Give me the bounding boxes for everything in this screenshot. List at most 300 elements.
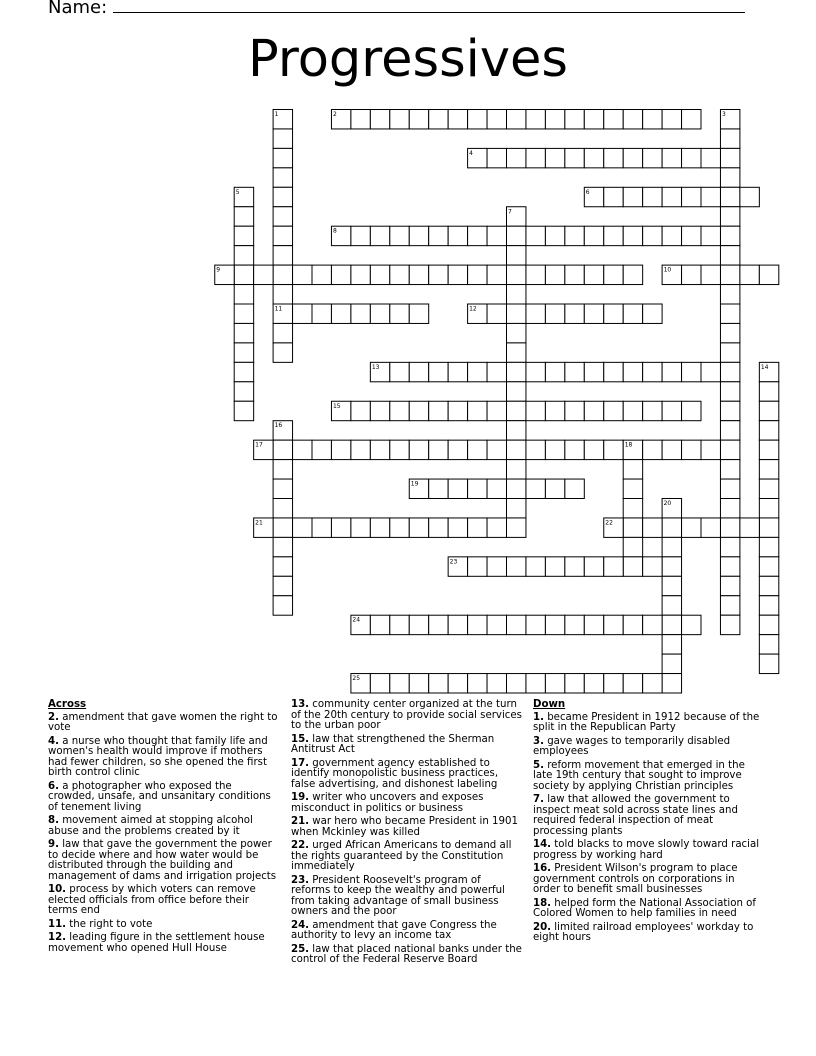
grid-cell[interactable] [604, 362, 623, 381]
grid-cell[interactable] [720, 148, 739, 167]
grid-cell[interactable] [643, 518, 662, 537]
grid-cell[interactable] [623, 110, 642, 129]
grid-cell[interactable] [720, 576, 739, 595]
grid-cell[interactable] [234, 265, 253, 284]
grid-cell[interactable] [507, 460, 526, 479]
grid-cell[interactable] [759, 421, 778, 440]
grid-cell[interactable] [390, 440, 409, 459]
grid-cell[interactable] [390, 362, 409, 381]
grid-cell[interactable] [468, 615, 487, 634]
grid-cell[interactable] [273, 557, 292, 576]
grid-cell[interactable] [565, 401, 584, 420]
grid-cell[interactable] [565, 557, 584, 576]
grid-cell[interactable] [526, 148, 545, 167]
grid-cell[interactable] [429, 518, 448, 537]
grid-cell[interactable] [720, 596, 739, 615]
grid-cell[interactable] [234, 226, 253, 245]
grid-cell[interactable] [507, 499, 526, 518]
grid-cell[interactable] [390, 518, 409, 537]
grid-cell[interactable] [720, 265, 739, 284]
grid-cell[interactable] [545, 148, 564, 167]
grid-cell[interactable] [662, 576, 681, 595]
grid-cell[interactable] [545, 110, 564, 129]
grid-cell[interactable] [623, 674, 642, 693]
grid-cell[interactable] [507, 479, 526, 498]
grid-cell[interactable] [565, 440, 584, 459]
grid-cell[interactable] [273, 499, 292, 518]
grid-cell[interactable] [312, 265, 331, 284]
grid-cell[interactable] [234, 246, 253, 265]
grid-cell[interactable] [273, 596, 292, 615]
grid-cell[interactable] [643, 148, 662, 167]
grid-cell[interactable] [662, 537, 681, 556]
grid-cell[interactable] [623, 304, 642, 323]
grid-cell[interactable] [759, 537, 778, 556]
grid-cell[interactable] [526, 615, 545, 634]
grid-cell[interactable] [759, 615, 778, 634]
grid-cell[interactable] [759, 654, 778, 673]
grid-cell[interactable] [234, 285, 253, 304]
grid-cell[interactable] [507, 557, 526, 576]
grid-cell[interactable] [682, 148, 701, 167]
grid-cell[interactable] [526, 265, 545, 284]
grid-cell[interactable] [682, 440, 701, 459]
grid-cell[interactable] [643, 401, 662, 420]
grid-cell[interactable] [487, 401, 506, 420]
grid-cell[interactable] [429, 226, 448, 245]
grid-cell[interactable] [682, 265, 701, 284]
grid-cell[interactable] [351, 401, 370, 420]
grid-cell[interactable] [468, 265, 487, 284]
grid-cell[interactable] [584, 110, 603, 129]
grid-cell[interactable] [468, 362, 487, 381]
grid-cell[interactable] [701, 265, 720, 284]
grid-cell[interactable] [604, 226, 623, 245]
grid-cell[interactable] [526, 362, 545, 381]
grid-cell[interactable] [662, 518, 681, 537]
grid-cell[interactable] [545, 265, 564, 284]
grid-cell[interactable] [526, 440, 545, 459]
grid-cell[interactable] [370, 518, 389, 537]
grid-cell[interactable] [720, 323, 739, 342]
grid-cell[interactable] [545, 615, 564, 634]
grid-cell[interactable] [429, 615, 448, 634]
grid-cell[interactable] [331, 265, 350, 284]
grid-cell[interactable] [584, 304, 603, 323]
grid-cell[interactable] [545, 479, 564, 498]
grid-cell[interactable] [293, 518, 312, 537]
grid-cell[interactable] [234, 323, 253, 342]
grid-cell[interactable] [526, 304, 545, 323]
grid-cell[interactable] [390, 615, 409, 634]
grid-cell[interactable] [487, 479, 506, 498]
grid-cell[interactable] [584, 362, 603, 381]
grid-cell[interactable] [507, 246, 526, 265]
grid-cell[interactable] [409, 226, 428, 245]
grid-cell[interactable] [507, 226, 526, 245]
grid-cell[interactable] [584, 615, 603, 634]
grid-cell[interactable] [643, 440, 662, 459]
grid-cell[interactable] [312, 518, 331, 537]
grid-cell[interactable] [682, 187, 701, 206]
grid-cell[interactable] [682, 362, 701, 381]
grid-cell[interactable] [409, 401, 428, 420]
grid-cell[interactable] [409, 674, 428, 693]
grid-cell[interactable] [623, 615, 642, 634]
grid-cell[interactable] [662, 674, 681, 693]
grid-cell[interactable] [487, 362, 506, 381]
grid-cell[interactable] [604, 557, 623, 576]
grid-cell[interactable] [273, 148, 292, 167]
grid-cell[interactable] [526, 226, 545, 245]
grid-cell[interactable] [623, 557, 642, 576]
grid-cell[interactable] [565, 362, 584, 381]
grid-cell[interactable] [429, 110, 448, 129]
grid-cell[interactable] [682, 615, 701, 634]
grid-cell[interactable] [331, 304, 350, 323]
grid-cell[interactable] [662, 596, 681, 615]
grid-cell[interactable] [604, 148, 623, 167]
grid-cell[interactable] [273, 246, 292, 265]
grid-cell[interactable] [507, 518, 526, 537]
grid-cell[interactable] [604, 674, 623, 693]
grid-cell[interactable] [390, 674, 409, 693]
grid-cell[interactable] [720, 382, 739, 401]
grid-cell[interactable] [409, 110, 428, 129]
grid-cell[interactable] [720, 343, 739, 362]
grid-cell[interactable] [468, 401, 487, 420]
grid-cell[interactable] [662, 440, 681, 459]
grid-cell[interactable] [526, 674, 545, 693]
grid-cell[interactable] [390, 226, 409, 245]
grid-cell[interactable] [584, 401, 603, 420]
grid-cell[interactable] [643, 187, 662, 206]
grid-cell[interactable] [759, 479, 778, 498]
grid-cell[interactable] [448, 265, 467, 284]
grid-cell[interactable] [643, 110, 662, 129]
grid-cell[interactable] [701, 362, 720, 381]
grid-cell[interactable] [507, 110, 526, 129]
grid-cell[interactable] [468, 674, 487, 693]
grid-cell[interactable] [429, 674, 448, 693]
grid-cell[interactable] [565, 148, 584, 167]
grid-cell[interactable] [507, 615, 526, 634]
grid-cell[interactable] [273, 207, 292, 226]
grid-cell[interactable] [273, 518, 292, 537]
grid-cell[interactable] [720, 207, 739, 226]
grid-cell[interactable] [643, 362, 662, 381]
grid-cell[interactable] [565, 265, 584, 284]
grid-cell[interactable] [273, 226, 292, 245]
grid-cell[interactable] [604, 615, 623, 634]
grid-cell[interactable] [293, 265, 312, 284]
grid-cell[interactable] [720, 246, 739, 265]
grid-cell[interactable] [351, 265, 370, 284]
grid-cell[interactable] [720, 187, 739, 206]
grid-cell[interactable] [701, 226, 720, 245]
grid-cell[interactable] [351, 518, 370, 537]
grid-cell[interactable] [623, 537, 642, 556]
grid-cell[interactable] [643, 226, 662, 245]
grid-cell[interactable] [409, 265, 428, 284]
grid-cell[interactable] [701, 518, 720, 537]
grid-cell[interactable] [565, 615, 584, 634]
grid-cell[interactable] [545, 362, 564, 381]
grid-cell[interactable] [623, 401, 642, 420]
grid-cell[interactable] [623, 265, 642, 284]
grid-cell[interactable] [487, 110, 506, 129]
grid-cell[interactable] [584, 674, 603, 693]
grid-cell[interactable] [759, 265, 778, 284]
grid-cell[interactable] [643, 674, 662, 693]
grid-cell[interactable] [507, 265, 526, 284]
grid-cell[interactable] [273, 479, 292, 498]
grid-cell[interactable] [720, 499, 739, 518]
grid-cell[interactable] [351, 110, 370, 129]
grid-cell[interactable] [545, 226, 564, 245]
grid-cell[interactable] [662, 110, 681, 129]
grid-cell[interactable] [682, 226, 701, 245]
grid-cell[interactable] [701, 440, 720, 459]
grid-cell[interactable] [234, 304, 253, 323]
grid-cell[interactable] [740, 518, 759, 537]
grid-cell[interactable] [390, 265, 409, 284]
grid-cell[interactable] [662, 654, 681, 673]
grid-cell[interactable] [759, 635, 778, 654]
grid-cell[interactable] [273, 460, 292, 479]
grid-cell[interactable] [507, 421, 526, 440]
grid-cell[interactable] [759, 460, 778, 479]
grid-cell[interactable] [759, 557, 778, 576]
grid-cell[interactable] [468, 479, 487, 498]
grid-cell[interactable] [565, 674, 584, 693]
grid-cell[interactable] [507, 304, 526, 323]
grid-cell[interactable] [623, 518, 642, 537]
grid-cell[interactable] [565, 110, 584, 129]
grid-cell[interactable] [351, 440, 370, 459]
grid-cell[interactable] [662, 557, 681, 576]
grid-cell[interactable] [448, 615, 467, 634]
grid-cell[interactable] [370, 226, 389, 245]
grid-cell[interactable] [370, 265, 389, 284]
grid-cell[interactable] [701, 148, 720, 167]
grid-cell[interactable] [487, 148, 506, 167]
grid-cell[interactable] [409, 518, 428, 537]
grid-cell[interactable] [429, 440, 448, 459]
grid-cell[interactable] [468, 440, 487, 459]
grid-cell[interactable] [390, 401, 409, 420]
grid-cell[interactable] [720, 537, 739, 556]
grid-cell[interactable] [604, 401, 623, 420]
grid-cell[interactable] [507, 401, 526, 420]
grid-cell[interactable] [565, 304, 584, 323]
grid-cell[interactable] [487, 304, 506, 323]
grid-cell[interactable] [643, 304, 662, 323]
grid-cell[interactable] [293, 304, 312, 323]
grid-cell[interactable] [409, 304, 428, 323]
grid-cell[interactable] [448, 479, 467, 498]
grid-cell[interactable] [351, 226, 370, 245]
grid-cell[interactable] [370, 440, 389, 459]
grid-cell[interactable] [545, 674, 564, 693]
grid-cell[interactable] [487, 226, 506, 245]
grid-cell[interactable] [468, 226, 487, 245]
grid-cell[interactable] [623, 187, 642, 206]
grid-cell[interactable] [507, 285, 526, 304]
grid-cell[interactable] [759, 596, 778, 615]
grid-cell[interactable] [507, 440, 526, 459]
grid-cell[interactable] [740, 187, 759, 206]
grid-cell[interactable] [370, 615, 389, 634]
grid-cell[interactable] [370, 110, 389, 129]
grid-cell[interactable] [293, 440, 312, 459]
grid-cell[interactable] [662, 401, 681, 420]
grid-cell[interactable] [584, 265, 603, 284]
grid-cell[interactable] [273, 265, 292, 284]
grid-cell[interactable] [720, 168, 739, 187]
grid-cell[interactable] [759, 401, 778, 420]
grid-cell[interactable] [487, 518, 506, 537]
grid-cell[interactable] [273, 129, 292, 148]
grid-cell[interactable] [720, 362, 739, 381]
grid-cell[interactable] [526, 401, 545, 420]
grid-cell[interactable] [273, 343, 292, 362]
grid-cell[interactable] [720, 401, 739, 420]
grid-cell[interactable] [545, 440, 564, 459]
grid-cell[interactable] [584, 440, 603, 459]
grid-cell[interactable] [468, 110, 487, 129]
grid-cell[interactable] [545, 304, 564, 323]
grid-cell[interactable] [720, 460, 739, 479]
grid-cell[interactable] [409, 440, 428, 459]
grid-cell[interactable] [759, 499, 778, 518]
grid-cell[interactable] [662, 635, 681, 654]
grid-cell[interactable] [331, 440, 350, 459]
grid-cell[interactable] [448, 226, 467, 245]
grid-cell[interactable] [526, 110, 545, 129]
grid-cell[interactable] [720, 479, 739, 498]
grid-cell[interactable] [759, 576, 778, 595]
grid-cell[interactable] [662, 226, 681, 245]
grid-cell[interactable] [487, 615, 506, 634]
grid-cell[interactable] [720, 557, 739, 576]
grid-cell[interactable] [682, 401, 701, 420]
grid-cell[interactable] [234, 343, 253, 362]
grid-cell[interactable] [682, 518, 701, 537]
grid-cell[interactable] [604, 304, 623, 323]
grid-cell[interactable] [390, 110, 409, 129]
grid-cell[interactable] [545, 557, 564, 576]
grid-cell[interactable] [448, 518, 467, 537]
grid-cell[interactable] [507, 382, 526, 401]
grid-cell[interactable] [409, 362, 428, 381]
grid-cell[interactable] [273, 168, 292, 187]
grid-cell[interactable] [623, 479, 642, 498]
grid-cell[interactable] [429, 401, 448, 420]
grid-cell[interactable] [234, 382, 253, 401]
grid-cell[interactable] [370, 674, 389, 693]
grid-cell[interactable] [468, 557, 487, 576]
grid-cell[interactable] [429, 362, 448, 381]
grid-cell[interactable] [429, 479, 448, 498]
grid-cell[interactable] [759, 518, 778, 537]
grid-cell[interactable] [312, 304, 331, 323]
grid-cell[interactable] [409, 615, 428, 634]
grid-cell[interactable] [507, 148, 526, 167]
grid-cell[interactable] [273, 576, 292, 595]
grid-cell[interactable] [545, 401, 564, 420]
grid-cell[interactable] [526, 479, 545, 498]
grid-cell[interactable] [487, 674, 506, 693]
grid-cell[interactable] [370, 304, 389, 323]
grid-cell[interactable] [584, 226, 603, 245]
grid-cell[interactable] [604, 187, 623, 206]
grid-cell[interactable] [254, 265, 273, 284]
grid-cell[interactable] [759, 440, 778, 459]
grid-cell[interactable] [623, 226, 642, 245]
grid-cell[interactable] [273, 285, 292, 304]
grid-cell[interactable] [720, 129, 739, 148]
grid-cell[interactable] [604, 440, 623, 459]
grid-cell[interactable] [643, 557, 662, 576]
grid-cell[interactable] [273, 537, 292, 556]
grid-cell[interactable] [273, 323, 292, 342]
grid-cell[interactable] [234, 207, 253, 226]
grid-cell[interactable] [351, 304, 370, 323]
grid-cell[interactable] [468, 518, 487, 537]
grid-cell[interactable] [584, 148, 603, 167]
grid-cell[interactable] [429, 265, 448, 284]
grid-cell[interactable] [623, 460, 642, 479]
grid-cell[interactable] [623, 362, 642, 381]
grid-cell[interactable] [720, 421, 739, 440]
grid-cell[interactable] [487, 440, 506, 459]
grid-cell[interactable] [273, 440, 292, 459]
grid-cell[interactable] [759, 382, 778, 401]
grid-cell[interactable] [720, 440, 739, 459]
grid-cell[interactable] [701, 187, 720, 206]
grid-cell[interactable] [623, 499, 642, 518]
grid-cell[interactable] [507, 362, 526, 381]
grid-cell[interactable] [312, 440, 331, 459]
grid-cell[interactable] [720, 518, 739, 537]
grid-cell[interactable] [662, 187, 681, 206]
grid-cell[interactable] [331, 518, 350, 537]
grid-cell[interactable] [273, 187, 292, 206]
grid-cell[interactable] [487, 557, 506, 576]
grid-cell[interactable] [507, 674, 526, 693]
grid-cell[interactable] [526, 557, 545, 576]
grid-cell[interactable] [565, 479, 584, 498]
grid-cell[interactable] [720, 226, 739, 245]
grid-cell[interactable] [234, 401, 253, 420]
grid-cell[interactable] [370, 401, 389, 420]
grid-cell[interactable] [448, 401, 467, 420]
grid-cell[interactable] [682, 110, 701, 129]
grid-cell[interactable] [720, 615, 739, 634]
grid-cell[interactable] [662, 148, 681, 167]
grid-cell[interactable] [390, 304, 409, 323]
grid-cell[interactable] [487, 265, 506, 284]
grid-cell[interactable] [623, 148, 642, 167]
grid-cell[interactable] [448, 440, 467, 459]
grid-cell[interactable] [720, 285, 739, 304]
grid-cell[interactable] [740, 265, 759, 284]
grid-cell[interactable] [604, 265, 623, 284]
grid-cell[interactable] [448, 110, 467, 129]
grid-cell[interactable] [584, 557, 603, 576]
grid-cell[interactable] [507, 323, 526, 342]
